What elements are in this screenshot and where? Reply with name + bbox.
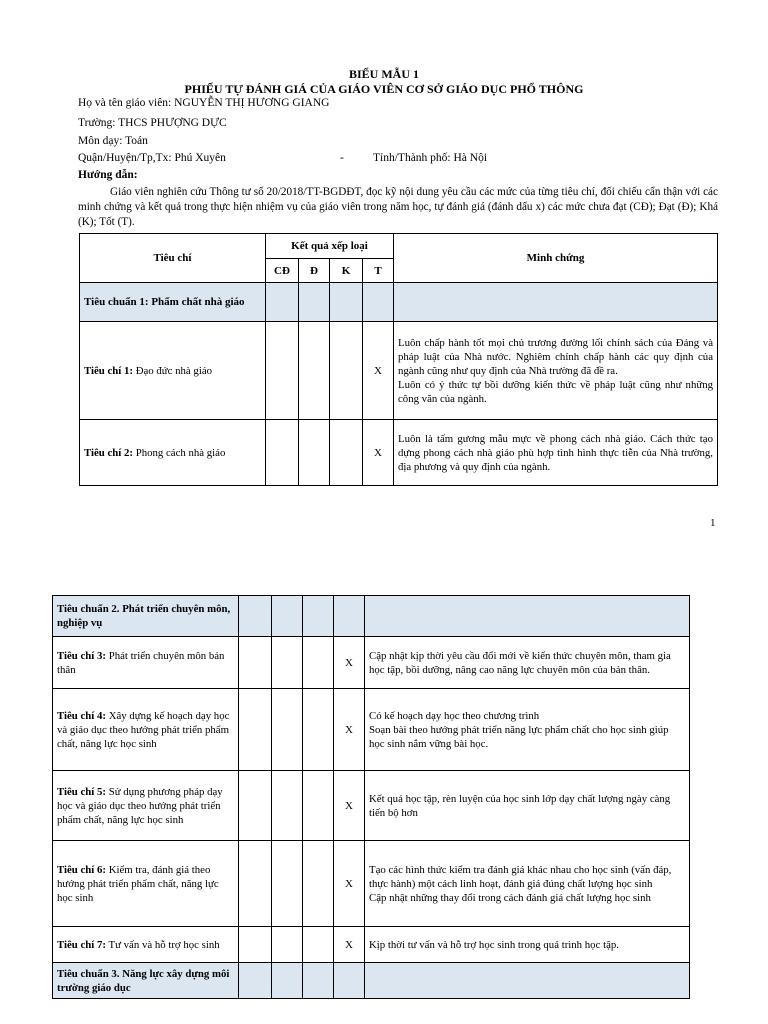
- standard-2-label: Tiêu chuẩn 2. Phát triển chuyên môn, nghiệp vụ: [53, 596, 239, 637]
- criteria-row: [80, 322, 718, 420]
- mark-t: X: [334, 637, 365, 689]
- standard-1-label: Tiêu chuẩn 1: Phẩm chất nhà giáo: [80, 283, 266, 322]
- mark-t: X: [363, 420, 394, 486]
- mark-t: X: [363, 322, 394, 420]
- district: Quận/Huyện/Tp,Tx: Phú Xuyên: [78, 152, 226, 164]
- mark-t: X: [334, 841, 365, 927]
- guide-title: Hướng dẫn:: [78, 169, 138, 181]
- school-name: Trường: THCS PHƯỢNG DỰC: [78, 117, 227, 129]
- criteria-label: Tiêu chí 5: Sử dụng phương pháp dạy học và giáo dục theo hướng phát triển phẩm chất, năng lực học sinh: [53, 771, 239, 841]
- criteria-label: Tiêu chí 3: Phát triển chuyên môn bản thân: [53, 637, 239, 689]
- header-criteria: Tiêu chí: [80, 234, 266, 283]
- criteria-row: [53, 841, 690, 927]
- criteria-row: [53, 771, 690, 841]
- level-k: K: [330, 259, 363, 283]
- document-page-2: [0, 584, 768, 1024]
- proof-text: Cập nhật kịp thời yêu cầu đổi mới về kiến thức chuyên môn, tham gia học tập, bồi dưỡng, nâng cao năng lực chuyên môn của bản thân.: [365, 637, 690, 689]
- mark-t: X: [334, 771, 365, 841]
- level-t: T: [363, 259, 394, 283]
- standard-3-label: Tiêu chuẩn 3. Năng lực xây dựng môi trường giáo dục: [53, 963, 239, 999]
- criteria-label: Tiêu chí 7: Tư vấn và hỗ trợ học sinh: [53, 927, 239, 963]
- separator-dash: -: [340, 152, 344, 164]
- province: Tỉnh/Thành phố: Hà Nội: [373, 152, 488, 164]
- form-title: PHIẾU TỰ ĐÁNH GIÁ CỦA GIÁO VIÊN CƠ SỞ GIÁO DỤC PHỔ THÔNG: [184, 82, 584, 96]
- proof-text: Kịp thời tư vấn và hỗ trợ học sinh trong quá trình học tập.: [365, 927, 690, 963]
- proof-text: Kết quả học tập, rèn luyện của học sinh lớp dạy chất lượng ngày càng tiến bộ hơn: [365, 771, 690, 841]
- proof-text: Luôn là tấm gương mẫu mực về phong cách nhà giáo. Cách thức tạo dựng phong cách nhà giáo phù hợp tình hình thực tiễn của Nhà trường, địa phương và quy định của ngành.: [394, 420, 718, 486]
- criteria-label: Tiêu chí 1: Đạo đức nhà giáo: [80, 322, 266, 420]
- mark-t: X: [334, 927, 365, 963]
- criteria-row: [53, 927, 690, 963]
- evaluation-table-2: [52, 595, 690, 999]
- form-code-title: BIỂU MẪU 1: [348, 67, 419, 81]
- page-gap: [0, 560, 768, 584]
- standard-row: [53, 596, 690, 637]
- guide-text: Giáo viên nghiên cứu Thông tư số 20/2018/TT-BGDĐT, đọc kỹ nội dung yêu cầu các mức của từng tiêu chí, đối chiếu cẩn thận với các minh chứng và kết quả trong thực hiện nhiệm vụ của giáo viên trong năm học, tự đánh giá (đánh dấu x) các mức chưa đạt (CĐ); Đạt (Đ); Khá (K); Tốt (T).: [78, 186, 718, 228]
- level-cd: CĐ: [266, 259, 299, 283]
- standard-row: [53, 963, 690, 999]
- criteria-label: Tiêu chí 4: Xây dựng kế hoạch dạy học và giáo dục theo hướng phát triển phẩm chất, năng lực học sinh: [53, 689, 239, 771]
- criteria-row: [80, 420, 718, 486]
- proof-text: Luôn chấp hành tốt mọi chủ trương đường lối chính sách của Đảng và pháp luật của Nhà nước. Nghiêm chỉnh chấp hành các quy định của ngành cũng như quy định của Nhà trường đã đề ra. Luôn có ý thức tự bồi dưỡng kiến thức về pháp luật cũng như những công văn của ngành.: [394, 322, 718, 420]
- header-result: Kết quả xếp loại: [266, 234, 394, 259]
- criteria-row: [53, 689, 690, 771]
- evaluation-table-1: [79, 233, 718, 486]
- proof-text: Tạo các hình thức kiểm tra đánh giá khác nhau cho học sinh (vấn đáp, thực hành) một cách linh hoạt, đánh giá đúng chất lượng học sinh Cập nhật những thay đổi trong cách đánh giá chất lượng học sinh: [365, 841, 690, 927]
- criteria-row: [53, 637, 690, 689]
- criteria-label: Tiêu chí 2: Phong cách nhà giáo: [80, 420, 266, 486]
- criteria-label: Tiêu chí 6: Kiểm tra, đánh giá theo hướng phát triển phẩm chất, năng lực học sinh: [53, 841, 239, 927]
- standard-row: [80, 283, 718, 322]
- teacher-name: Họ và tên giáo viên: NGUYỄN THỊ HƯƠNG GIANG: [78, 97, 330, 109]
- proof-text: Có kế hoạch dạy học theo chương trình Soạn bài theo hướng phát triển năng lực phẩm chất cho học sinh giúp học sinh nắm vững bài học.: [365, 689, 690, 771]
- page-number: 1: [710, 517, 716, 529]
- level-d: Đ: [299, 259, 330, 283]
- header-proof: Minh chứng: [394, 234, 718, 283]
- subject: Môn dạy: Toán: [78, 135, 148, 147]
- mark-t: X: [334, 689, 365, 771]
